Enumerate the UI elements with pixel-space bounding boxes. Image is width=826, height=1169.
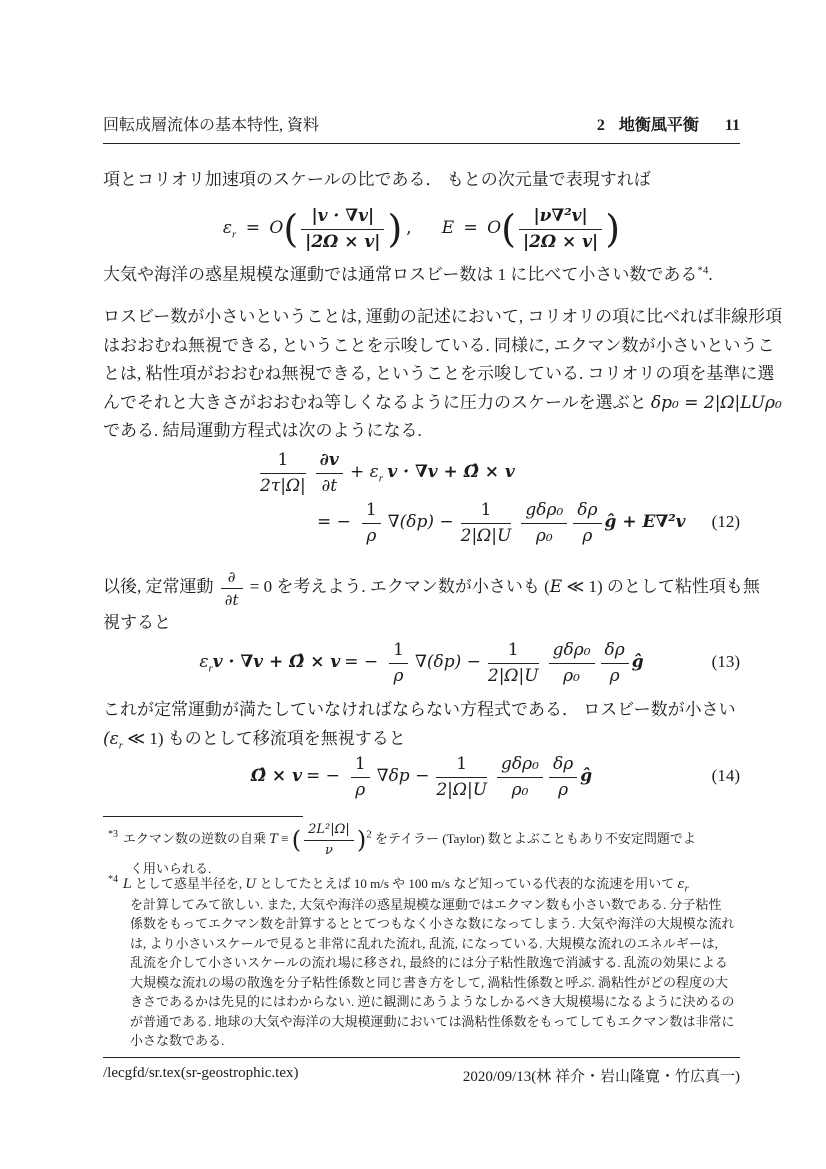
equation-14-row — [103, 750, 740, 802]
math-order-symbol: O — [269, 218, 284, 238]
fraction-numerator: |ν∇²v| — [519, 206, 602, 229]
math-vector-terms: v · ∇v + Ω̂ × v — [212, 652, 341, 672]
footnote-4-line: 小さな数である. — [130, 1033, 225, 1048]
footer-date-authors: 2020/09/13(林 祥介・岩山隆寛・竹広真一) — [462, 1069, 740, 1085]
math-comma: , — [406, 218, 412, 238]
footnote-3 — [108, 820, 740, 879]
fraction-denominator: ρ — [355, 779, 366, 800]
fraction-denominator: ρ₀ — [511, 779, 529, 800]
fraction — [484, 640, 543, 686]
fraction-numerator: |v · ∇v| — [301, 206, 384, 229]
math-equals-minus: = − — [344, 652, 379, 672]
paragraph-line: はおおむね無視できる, ということを示唆している. 同様に, エクマン数が小さいというこ — [103, 335, 775, 355]
header-section-number: 2 — [596, 117, 605, 134]
fraction — [301, 206, 384, 252]
fraction — [521, 500, 567, 546]
fraction — [601, 640, 629, 686]
text-segment: . — [708, 265, 713, 284]
fraction-denominator: 2|Ω|U — [460, 525, 512, 546]
page-header — [103, 112, 740, 144]
math-gravity-term: ĝ — [580, 766, 593, 786]
math-pressure-gradient: ∇(δp) − — [387, 512, 454, 532]
footnote-3-line-1 — [108, 820, 740, 859]
fraction-denominator: ρ — [366, 525, 377, 546]
fraction — [221, 568, 243, 609]
fraction — [549, 640, 595, 686]
paragraph-line — [103, 389, 782, 418]
equation-14 — [103, 750, 740, 802]
fraction-denominator: |2Ω × v| — [305, 231, 381, 252]
header-page-number: 11 — [724, 117, 740, 134]
math-gravity-term: ĝ — [631, 652, 644, 672]
fraction — [573, 500, 601, 546]
paragraph-line: ロスビー数が小さいということは, 運動の記述において, コリオリの項に比べれば非線形項 — [103, 307, 783, 326]
math-epsilon-sub: r — [684, 882, 689, 895]
math-square-exponent: 2 — [366, 828, 372, 841]
footnote-4-line: 係数をもってエクマン数を計算するととてつもなく小さな数になってしまう. 大気や海洋の大規模な流れ — [130, 916, 735, 931]
fraction — [316, 450, 343, 496]
math-pressure-gradient: ∇δp − — [376, 766, 430, 786]
fraction — [304, 822, 354, 858]
math-epsilon-paren: (ε — [103, 728, 119, 749]
header-doc-title: 回転成層流体の基本特性, 資料 — [103, 117, 320, 134]
equation-scales-row — [103, 196, 740, 260]
math-epsilon: ε — [677, 877, 685, 892]
fraction — [256, 450, 310, 496]
fraction-denominator: |2Ω × v| — [522, 231, 599, 252]
math-equals: = — [240, 218, 266, 238]
left-paren: ( — [291, 826, 302, 855]
footnote-4-line: 乱流を介して小さいスケールの流れ場に移され, 最終的には分子粘性散逸で消滅する. 乱流の効果による — [130, 955, 728, 970]
paragraph-steady — [103, 566, 760, 637]
equation-number-14: (14) — [711, 766, 740, 785]
equation-12 — [103, 448, 740, 548]
fraction-denominator: 2τ|Ω| — [260, 475, 306, 496]
footnote-4-line: きさであるかは先見的にはわからない. 逆に観測にあうようなしかるべき大規模場になるように決めるの — [130, 994, 735, 1009]
footnote-4-line: を計算してみて欲しい. また, 大気や海洋の惑星規模な運動ではエクマン数も小さい数である. 分子粘性 — [130, 896, 722, 912]
paragraph-geostrophic-line-2 — [103, 725, 740, 754]
paragraph-geostrophic-line-1: これが定常運動が満たしていなければならない方程式である． ロスビー数が小さい — [103, 700, 736, 719]
math-equals-minus: = − — [317, 512, 351, 532]
fraction-denominator: ρ — [393, 665, 404, 686]
equation-13-row — [103, 636, 740, 688]
footnote-4 — [108, 874, 740, 1051]
fraction — [432, 754, 491, 800]
paragraph-rossby-remark — [103, 261, 740, 290]
footnote-3-marker: *3 — [108, 829, 118, 840]
footnote-4-marker: *4 — [108, 874, 118, 885]
math-epsilon-sub: r — [378, 472, 384, 485]
math-pressure-scale: δp₀ = 2|Ω|LUρ₀ — [650, 392, 782, 413]
text-segment: んでそれと大きさがおおむね等しくなるように圧力のスケールを選ぶと — [103, 392, 651, 412]
fraction — [385, 640, 412, 686]
math-plus-epsilon: + ε — [350, 462, 379, 482]
fraction-denominator: ρ₀ — [563, 665, 580, 686]
footnote-4-line: が普通である. 地球の大気や海洋の大規模運動においては渦粘性係数をもってしてもエクマン数は非常に — [130, 1013, 735, 1029]
text-segment: 以後, 定常運動 — [103, 577, 218, 596]
fraction-denominator: ∂t — [224, 590, 239, 609]
fraction-denominator: ρ — [582, 525, 593, 546]
fraction — [519, 206, 602, 252]
text-segment: = 0 を考えよう. エクマン数が小さいも ( — [245, 577, 550, 596]
text-segment: ≪ 1) ものとして移流項を無視すると — [123, 728, 406, 748]
equation-number-13: (13) — [711, 652, 740, 671]
footnote-4-line-1 — [108, 874, 740, 895]
math-epsilon-sub: r — [208, 662, 213, 675]
paragraph-line: とは, 粘性項がおおむね無視できる, ということを示唆している. コリオリの項を基準に選 — [103, 364, 775, 383]
fraction — [497, 754, 543, 800]
fraction-numerator: 1 — [436, 754, 487, 777]
fraction-numerator: 1 — [260, 450, 306, 473]
fraction-numerator: 1 — [362, 500, 381, 523]
fraction — [347, 754, 374, 800]
equation-12-row-1 — [103, 448, 740, 496]
math-order-symbol: O — [487, 218, 502, 238]
math-ekman-symbol: E — [549, 577, 563, 597]
fraction-numerator: gδρ₀ — [549, 640, 595, 663]
math-epsilon: ε — [199, 652, 209, 672]
footnote-ref-4: *4 — [697, 264, 709, 277]
fraction — [549, 754, 577, 800]
fraction-numerator: δρ — [549, 754, 577, 777]
fraction-denominator: ∂t — [321, 475, 338, 496]
fraction — [457, 500, 516, 546]
text-segment: として惑星半径を, — [131, 876, 246, 891]
paragraph-steady-line-2: 視すると — [103, 612, 171, 632]
equation-scales — [103, 196, 740, 260]
footnote-4-line: 大規模な流れの場の散逸を分子粘性係数と同じ書き方をして, 渦粘性係数と呼ぶ. 渦粘性がどの程度の大 — [130, 974, 729, 990]
math-ekman-symbol: E — [441, 218, 455, 238]
math-vector-terms: v · ∇v + Ω̂ × v — [387, 462, 515, 482]
paragraph-intro — [103, 166, 740, 195]
math-length-symbol: L — [123, 877, 132, 892]
left-paren: ( — [501, 207, 516, 252]
text-segment: 大気や海洋の惑星規模な運動では通常ロスビー数は 1 に比べて小さい数である — [103, 265, 698, 284]
fraction-numerator: ∂v — [316, 450, 343, 473]
equation-13 — [103, 636, 740, 688]
fraction-numerator: δρ — [573, 500, 601, 523]
text-segment: としてたとえば 10 m/s や 100 m/s など知っている代表的な流速を用いて — [256, 876, 678, 891]
fraction-numerator: 2L²|Ω| — [304, 822, 354, 841]
fraction — [358, 500, 385, 546]
math-epsilon: ε — [222, 218, 233, 238]
fraction-denominator: ρ — [609, 665, 620, 686]
right-paren: ) — [387, 207, 403, 252]
fraction-denominator: 2|Ω|U — [436, 779, 488, 800]
fraction-numerator: 1 — [461, 500, 512, 523]
footnote-4-line: は, より小さいスケールで見ると非常に乱れた流れ, 乱流, になっている. 大規模な流れのエネルギーは, — [130, 935, 718, 951]
math-equals-minus: = − — [305, 766, 340, 786]
header-section-title: 地衡風平衡 — [618, 117, 699, 134]
math-epsilon-sub: r — [118, 738, 124, 751]
fraction-numerator: ∂ — [221, 568, 243, 589]
math-gravity-viscous-terms: ĝ + E∇²v — [604, 512, 686, 532]
text-segment: ≪ 1) のとして粘性項も無 — [562, 577, 760, 596]
page-footer — [103, 1057, 740, 1086]
math-taylor-symbol: T — [269, 832, 278, 847]
fraction-numerator: gδρ₀ — [521, 500, 567, 523]
math-velocity-symbol: U — [245, 877, 257, 892]
text-segment: エクマン数の逆数の自乗 — [123, 831, 270, 846]
fraction-numerator: 1 — [351, 754, 370, 777]
footnote-3-line-2: く用いられる. — [130, 861, 212, 876]
paragraph-intro-line: 項とコリオリ加速項のスケールの比である． もとの次元量で表現すれば — [103, 170, 651, 189]
paragraph-main — [103, 303, 783, 446]
footnote-rule — [103, 816, 303, 817]
left-paren: ( — [283, 207, 299, 252]
paragraph-rossby-remark-line — [103, 261, 740, 290]
equation-12-row-2 — [103, 496, 740, 548]
text-segment: をテイラー (Taylor) 数とよぶこともあり不安定問題でよ — [371, 831, 696, 846]
fraction-denominator: 2|Ω|U — [487, 665, 539, 686]
math-equiv: ≡ — [277, 831, 292, 846]
header-section-info — [597, 112, 740, 135]
paragraph-geostrophic — [103, 696, 740, 753]
math-vector-terms: Ω̂ × v — [250, 766, 302, 786]
right-paren: ) — [605, 207, 621, 252]
fraction-numerator: 1 — [389, 640, 408, 663]
math-epsilon-sub: r — [232, 228, 237, 241]
fraction-denominator: ρ₀ — [535, 525, 553, 546]
right-paren: ) — [356, 826, 367, 855]
math-equals: = — [458, 218, 484, 238]
fraction-denominator: ν — [325, 842, 333, 858]
fraction-numerator: gδρ₀ — [497, 754, 543, 777]
equation-number-12: (12) — [711, 512, 740, 531]
paragraph-line: である. 結局運動方程式は次のようになる. — [103, 421, 422, 440]
paragraph-steady-line-1 — [103, 566, 760, 609]
footer-source-path: /lecgfd/sr.tex(sr-geostrophic.tex) — [103, 1065, 299, 1081]
fraction-denominator: ρ — [558, 779, 569, 800]
fraction-numerator: 1 — [488, 640, 539, 663]
math-pressure-gradient: ∇(δp) − — [414, 652, 481, 672]
fraction-numerator: δρ — [601, 640, 629, 663]
